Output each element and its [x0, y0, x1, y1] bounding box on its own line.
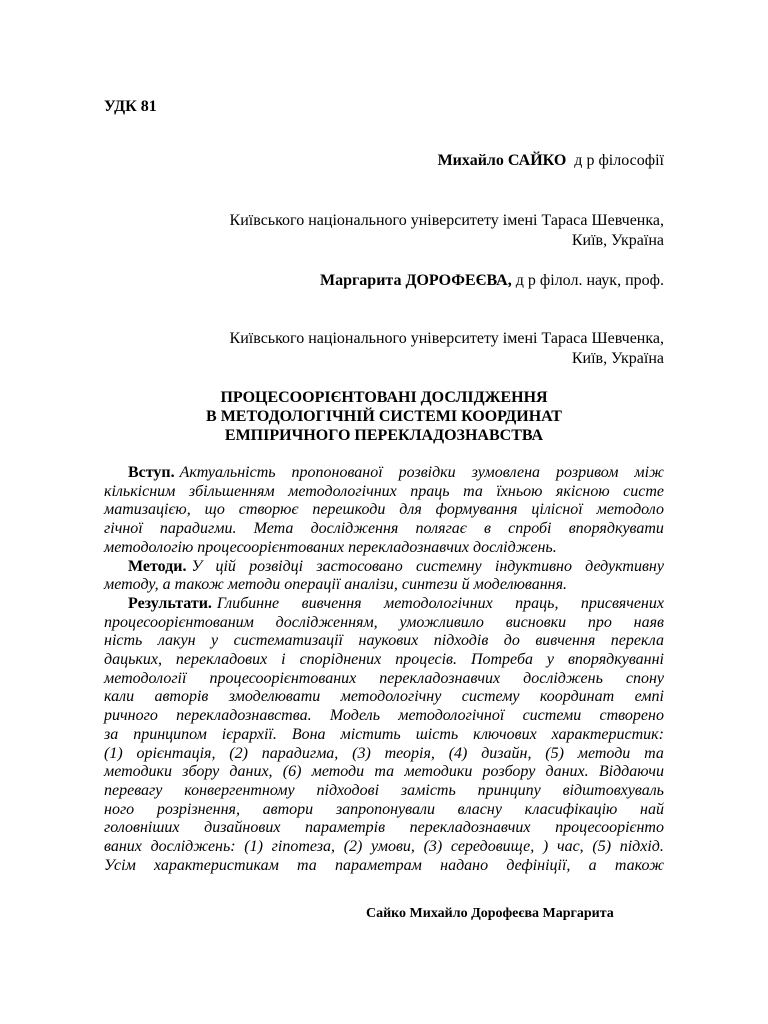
abstract-line: ного розрізнення, автори запропонували власну класифікацію най — [104, 800, 664, 818]
author-2-degree: д р філол. наук, проф. — [515, 272, 664, 289]
abstract-line: Вступ. Актуальність пропонованої розвідки зумовлена розривом між — [128, 464, 664, 481]
abstract-line: дацьких, перекладових і споріднених процесів. Потреба у впорядкуванні — [104, 651, 664, 669]
author-1-line — [438, 152, 664, 170]
page-footer-authors: Сайко Михайло Дорофеєва Маргарита — [366, 906, 614, 921]
udk-code: УДК 81 — [104, 98, 157, 115]
abstract-line: ричного перекладознавства. Модель методологічної системи створено — [104, 707, 664, 725]
author-2-name: Маргарита ДОРОФЕЄВА, — [320, 272, 512, 289]
results-heading: Результати. — [128, 594, 212, 612]
methods-heading: Методи. — [128, 557, 187, 575]
paper-title-line-3: ЕМПІРИЧНОГО ПЕРЕКЛАДОЗНАВСТВА — [224, 427, 544, 444]
paper-title-line-1: ПРОЦЕСООРІЄНТОВАНІ ДОСЛІДЖЕННЯ — [220, 389, 548, 406]
intro-heading: Вступ. — [128, 464, 175, 481]
abstract-line: ваних досліджень: (1) гіпотеза, (2) умови, (3) середовище, ) час, (5) підхід. — [104, 838, 664, 856]
abstract-line: перевагу конвергентному підходові замість принципу відштовхуваль — [104, 781, 664, 799]
abstract-line: методологію процесоорієнтованих перекладознавчих досліджень. — [104, 538, 557, 556]
abstract-line: (1) орієнтація, (2) парадигма, (3) теорія, (4) дизайн, (5) методи та — [104, 744, 664, 762]
abstract-line: головніших дизайнових параметрів перекладознавчих процесоорієнто — [104, 819, 664, 837]
abstract-line: Методи. У цій розвідці застосовано системну індуктивно дедуктивну — [128, 557, 664, 575]
abstract-line: гічної парадигми. Мета дослідження полягає в спробі впорядкувати — [104, 520, 664, 538]
author-1-affiliation: Київського національного університету імені Тараса Шевченка, — [229, 212, 664, 229]
abstract-line: процесоорієнтованим дослідженням, уможливило висновки про наяв — [104, 613, 664, 631]
author-2-line — [320, 272, 664, 290]
author-2-location: Київ, Україна — [571, 350, 664, 367]
abstract-line: ність лакун у систематизації наукових підходів до вивчення перекла — [104, 632, 664, 650]
author-2-affiliation: Київського національного університету імені Тараса Шевченка, — [229, 330, 664, 347]
abstract-line: методу, а також методи операції аналізи, синтези й моделювання. — [104, 576, 567, 594]
abstract-line: за принципом ієрархії. Вона містить шість ключових характеристик: — [104, 725, 664, 743]
abstract-line: кали авторів змоделювати методологічну систему координат емпі — [104, 688, 664, 706]
abstract-line: методології процесоорієнтованих перекладознавчих досліджень спону — [104, 669, 664, 687]
abstract-line: Результати. Глибинне вивчення методологічних праць, присвячених — [128, 594, 664, 612]
abstract — [104, 464, 664, 875]
abstract-line: Усім характеристикам та параметрам надано дефініції, а також — [104, 856, 664, 874]
author-1-degree: д р філософії — [574, 152, 664, 169]
paper-title-line-2: В МЕТОДОЛОГІЧНІЙ СИСТЕМІ КООРДИНАТ — [206, 408, 562, 425]
abstract-line: кількісним збільшенням методологічних праць та їхньою якісною систе — [104, 482, 664, 500]
author-1-location: Київ, Україна — [571, 232, 664, 249]
abstract-line: методики збору даних, (6) методи та методики розбору даних. Віддаючи — [104, 763, 664, 781]
author-1-name: Михайло САЙКО — [437, 152, 567, 169]
abstract-line: матизацією, що створює перешкоди для формування цілісної методоло — [104, 501, 664, 519]
